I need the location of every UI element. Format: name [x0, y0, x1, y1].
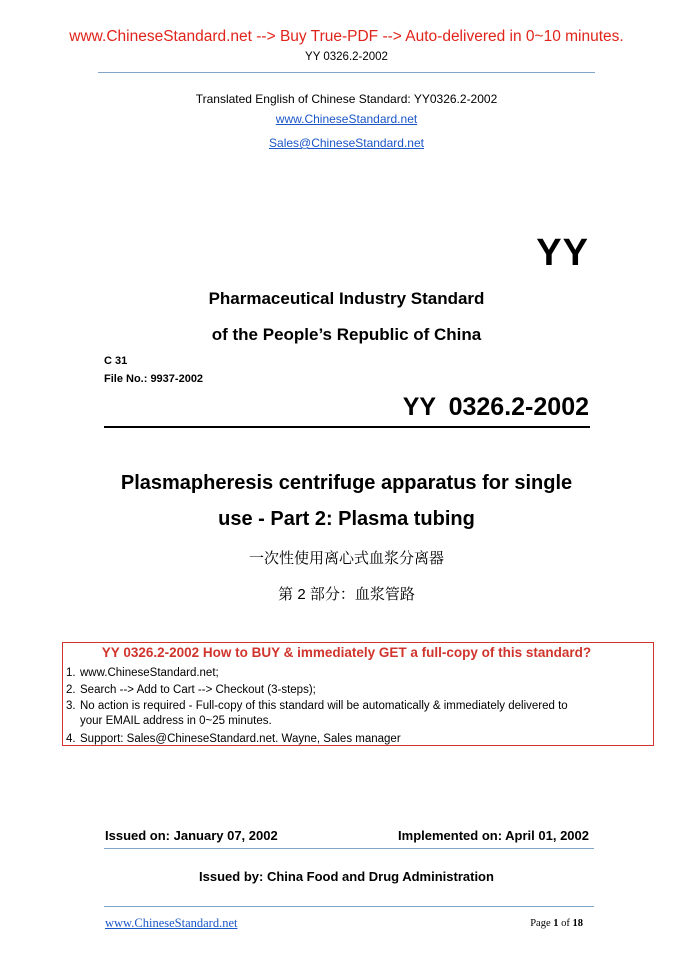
step-text: No action is required - Full-copy of this standard will be automatically & immediately delivered to [80, 700, 568, 712]
step-text: Support: Sales@ChineseStandard.net. Wayne, Sales manager [80, 733, 401, 745]
step-text: www.ChineseStandard.net; [80, 667, 219, 679]
step-number: 2. [66, 684, 76, 696]
chinese-title-line1: 一次性使用离心式血浆分离器 [248, 550, 444, 567]
issued-on-date: Issued on: January 07, 2002 [105, 828, 278, 843]
header-divider [98, 72, 595, 73]
buy-step-2 [66, 683, 316, 697]
chinese-title-line2: 第 2 部分：血浆管路 [278, 586, 415, 603]
email-link-container [0, 134, 693, 152]
buy-step-3 [66, 699, 568, 713]
standard-number: YY 0326.2-2002 [402, 393, 589, 421]
document-title-line1: Plasmapheresis centrifuge apparatus for single [120, 472, 573, 494]
file-number: File No.: 9937-2002 [104, 373, 204, 385]
translation-line: Translated English of Chinese Standard: YY0326.2-2002 [195, 92, 498, 106]
footer-divider [104, 906, 594, 907]
page-of: of [561, 918, 570, 929]
yy-logo: YY [536, 232, 589, 274]
footer-website-link[interactable]: www.ChineseStandard.net [105, 916, 238, 930]
page-total: 18 [572, 918, 583, 929]
document-title-line2: use - Part 2: Plasma tubing [218, 508, 475, 530]
implemented-on-date: Implemented on: April 01, 2002 [398, 828, 589, 843]
step-number: 3. [66, 700, 76, 712]
buy-box-title: YY 0326.2-2002 How to BUY & immediately GET a full-copy of this standard? [101, 645, 592, 660]
top-banner[interactable]: www.ChineseStandard.net --> Buy True-PDF --> Auto-delivered in 0~10 minutes. [69, 28, 624, 45]
email-link[interactable]: Sales@ChineseStandard.net [269, 136, 424, 150]
dates-divider [104, 848, 594, 849]
header-standard-code: YY 0326.2-2002 [305, 51, 388, 63]
page-current: 1 [553, 918, 559, 929]
buy-step-3-continuation: your EMAIL address in 0~25 minutes. [80, 715, 272, 727]
step-text: Search --> Add to Cart --> Checkout (3-steps); [80, 684, 316, 696]
buy-step-1 [66, 666, 219, 680]
issued-by: Issued by: China Food and Drug Administration [199, 869, 494, 884]
title-divider [104, 426, 590, 428]
website-link[interactable]: www.ChineseStandard.net [275, 112, 418, 126]
step-number: 1. [66, 667, 76, 679]
classification-code: C 31 [104, 355, 128, 367]
page-number [530, 918, 583, 929]
industry-standard-line1: Pharmaceutical Industry Standard [208, 289, 485, 308]
step-number: 4. [66, 733, 76, 745]
website-link-container [0, 110, 693, 128]
industry-standard-line2: of the People’s Republic of China [211, 325, 482, 344]
page-label: Page [530, 918, 551, 929]
buy-step-4 [66, 732, 401, 746]
